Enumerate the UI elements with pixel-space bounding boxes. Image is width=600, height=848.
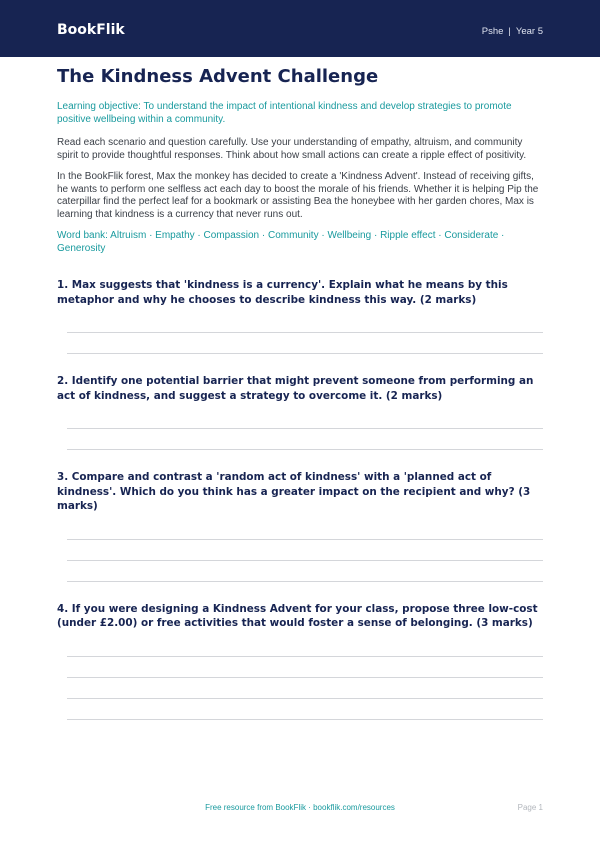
answer-line[interactable]	[67, 449, 543, 450]
header-meta	[482, 26, 543, 38]
year-label: Year 5	[515, 26, 543, 37]
page-title: The Kindness Advent Challenge	[57, 66, 379, 87]
learning-objective: Learning objective: To understand the impact of intentional kindness and develop strategies to promote positive wellbeing within a community.	[57, 101, 512, 125]
answer-area[interactable]	[57, 428, 543, 450]
answer-line[interactable]	[67, 428, 543, 429]
answer-line[interactable]	[67, 698, 543, 699]
answer-line[interactable]	[67, 656, 543, 657]
question-1	[57, 278, 543, 354]
answer-line[interactable]	[67, 581, 543, 582]
answer-line[interactable]	[67, 332, 543, 333]
answer-area[interactable]	[57, 332, 543, 354]
subject-label: Pshe	[481, 26, 504, 37]
question-text: 1. Max suggests that 'kindness is a currency'. Explain what he means by this metaphor and why he chooses to describe kindness this way. (2 marks)	[57, 279, 508, 306]
answer-line[interactable]	[67, 719, 543, 720]
page-number: Page 1	[517, 803, 543, 812]
answer-line[interactable]	[67, 539, 543, 540]
page-footer	[0, 802, 600, 814]
answer-area[interactable]	[57, 539, 543, 582]
meta-separator: |	[508, 26, 511, 37]
worksheet-body	[57, 66, 543, 740]
brand-logo-text: BookFlik	[57, 22, 125, 38]
page-header	[0, 0, 600, 57]
question-text: 3. Compare and contrast a 'random act of kindness' with a 'planned act of kindness'. Which do you think has a greater impact on the recipient and why? (3 marks)	[57, 471, 531, 512]
question-text: 2. Identify one potential barrier that might prevent someone from performing an act of kindness, and suggest a strategy to overcome it. (2 marks)	[57, 375, 534, 402]
question-text: 4. If you were designing a Kindness Advent for your class, propose three low-cost (under £2.00) or free activities that would foster a sense of belonging. (3 marks)	[57, 602, 538, 629]
question-3	[57, 470, 543, 582]
word-bank: Word bank: Altruism · Empathy · Compassion · Community · Wellbeing · Ripple effect · Considerate · Generosity	[57, 230, 505, 254]
instructions-paragraph: Read each scenario and question carefully. Use your understanding of empathy, altruism, and community spirit to provide thoughtful responses. Think about how small actions can create a ripple effect of positivity.	[57, 137, 527, 161]
question-4	[57, 602, 543, 720]
footer-credit-link[interactable]: Free resource from BookFlik · bookflik.com/resources	[205, 803, 395, 812]
story-paragraph: In the BookFlik forest, Max the monkey has decided to create a 'Kindness Advent'. Instead of receiving gifts, he wants to perform one selfless act each day to boost the morale of his friends. Whether it is helping Pip the caterpillar find the perfect leaf for a bookmark or assisting Bea the honeybee with her garden chores, Max is learning that kindness is a currency that never runs out.	[57, 171, 539, 220]
answer-line[interactable]	[67, 353, 543, 354]
answer-line[interactable]	[67, 677, 543, 678]
answer-area[interactable]	[57, 656, 543, 720]
answer-line[interactable]	[67, 560, 543, 561]
question-2	[57, 374, 543, 450]
